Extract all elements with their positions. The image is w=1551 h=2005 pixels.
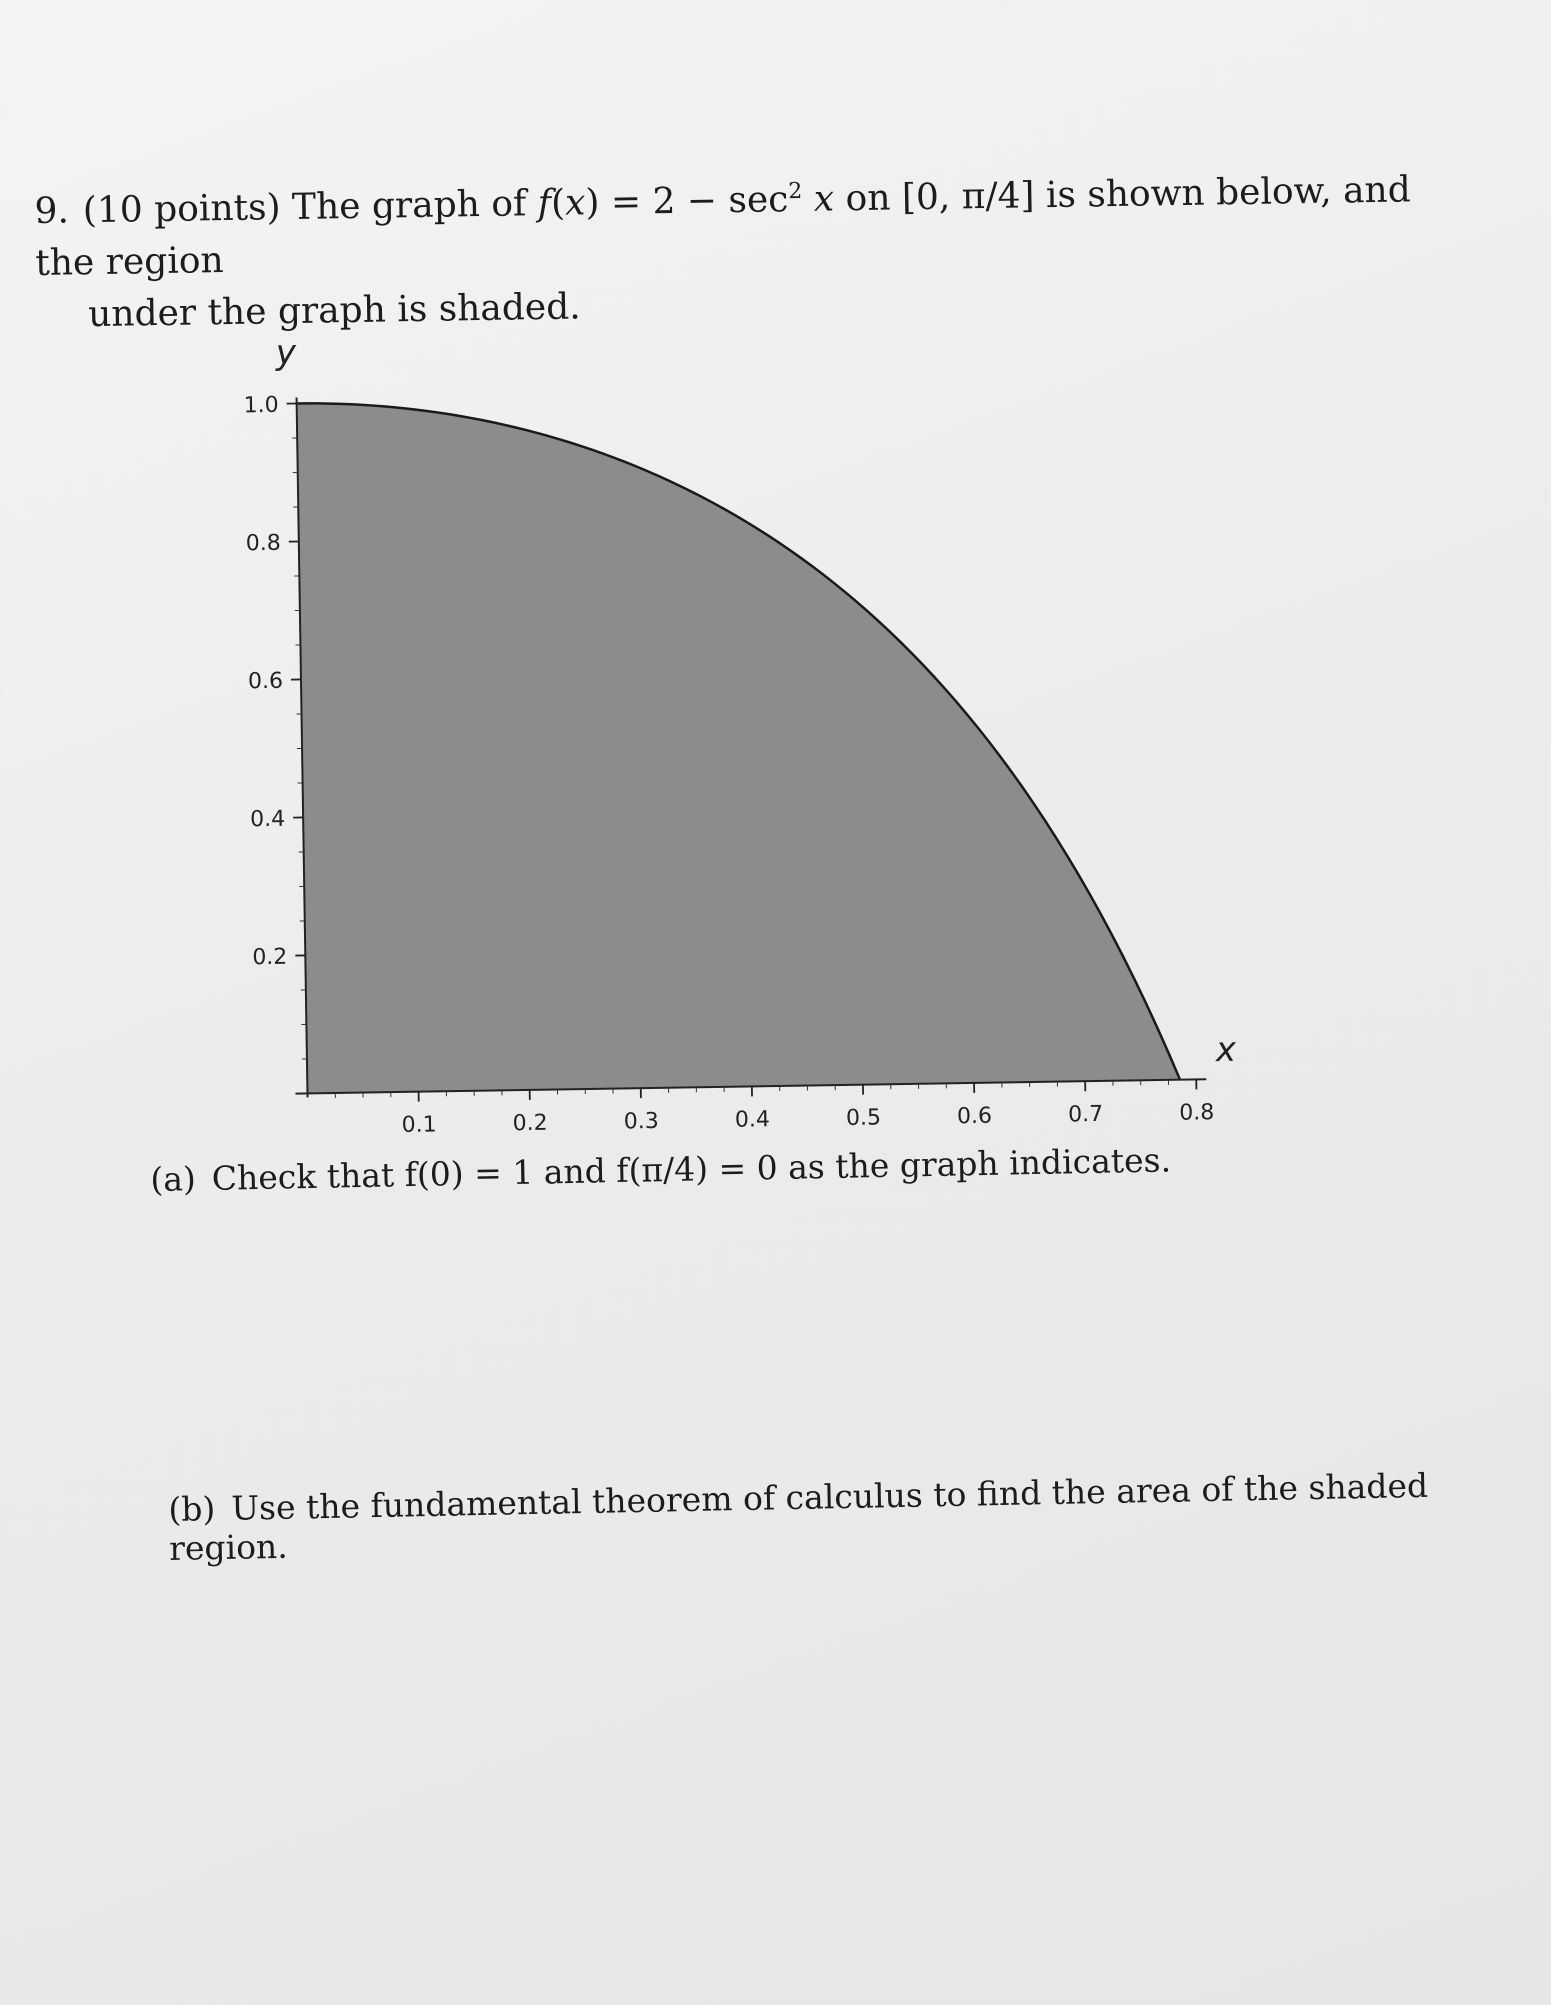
problem-number: 9.: [34, 190, 70, 232]
y-tick-label: 0.4: [249, 806, 286, 833]
x-tick-label: 0.8: [1179, 1100, 1215, 1126]
problem-text-c: on [0, π/4] is shown below, and the region: [35, 169, 1412, 284]
problem-text-b: ) = 2 − sec: [585, 179, 789, 224]
x-tick-label: 0.5: [845, 1105, 882, 1131]
function-name: f: [537, 182, 552, 225]
x-tick-label: 0.2: [512, 1110, 548, 1137]
y-tick-label: 0.2: [252, 944, 288, 971]
graph: [200, 282, 1363, 1140]
problem-text-a: (10 points) The graph of: [82, 183, 539, 232]
x-tick-label: 0.1: [401, 1112, 437, 1138]
part-a-label: (a): [150, 1159, 197, 1199]
shaded-region: [297, 390, 1180, 1094]
variable-x-2: x: [813, 178, 835, 220]
x-tick-label: 0.6: [956, 1103, 993, 1130]
variable-x: x: [564, 182, 586, 224]
part-a-text: Check that f(0) = 1 and f(π/4) = 0 as the graph indicates.: [211, 1140, 1172, 1198]
problem-text-line2: under the graph is shaded.: [87, 286, 581, 336]
y-tick-label: 0.8: [245, 530, 282, 557]
y-tick-label: 1.0: [243, 392, 279, 419]
part-b: [168, 1463, 1551, 1568]
function-graph-svg: [200, 282, 1363, 1140]
y-axis-label: y: [275, 332, 297, 373]
part-a: [150, 1140, 1171, 1199]
x-tick-label: 0.3: [623, 1108, 659, 1135]
y-tick-label: 0.6: [247, 668, 284, 695]
exponent: 2: [788, 178, 803, 205]
part-b-text: Use the fundamental theorem of calculus to find the area of the shaded region.: [168, 1465, 1429, 1568]
x-tick-label: 0.7: [1067, 1101, 1104, 1128]
part-b-label: (b): [168, 1489, 216, 1529]
x-tick-label: 0.4: [734, 1107, 771, 1133]
problem-statement: 9. (10 points) The graph of $f(x) = 2 - \sec^2 x$ on [0, π/4] is shown below, and the region under the graph is shaded.: [34, 156, 1466, 342]
x-axis-label: x: [1215, 1029, 1237, 1071]
